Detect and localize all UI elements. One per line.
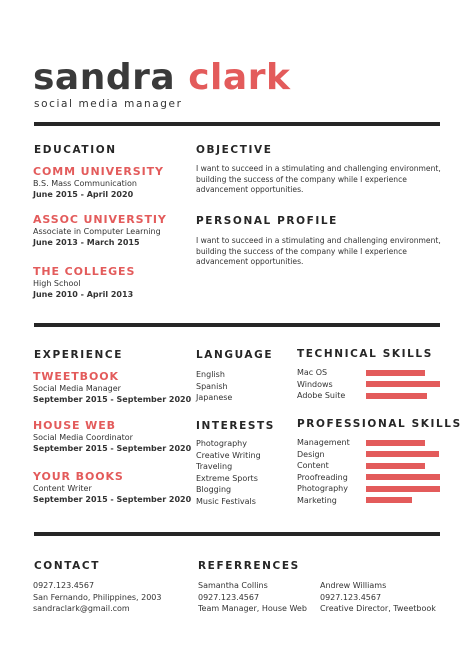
skill-level-bar <box>366 393 427 399</box>
contact-email: sandraclark@gmail.com <box>33 604 130 614</box>
degree: B.S. Mass Communication <box>33 179 137 188</box>
technical-skills-heading: TECHNICAL SKILLS <box>297 348 433 360</box>
reference-phone: 0927.123.4567 <box>320 592 382 602</box>
interest-item: Creative Writing <box>196 450 261 460</box>
reference-phone: 0927.123.4567 <box>198 592 260 602</box>
objective-line: advancement opportunities. <box>196 185 304 194</box>
skill-name: Proofreading <box>297 472 348 482</box>
profile-heading: PERSONAL PROFILE <box>196 215 338 227</box>
reference-1 <box>198 580 307 615</box>
interest-item: Music Festivals <box>196 496 256 506</box>
experience-heading: EXPERIENCE <box>34 349 123 361</box>
contact-heading: CONTACT <box>34 560 100 572</box>
reference-2 <box>320 580 436 615</box>
interest-item: Blogging <box>196 485 232 495</box>
language-heading: LANGUAGE <box>196 349 274 361</box>
skill-name: Design <box>297 449 325 459</box>
position: Social Media Manager <box>33 384 121 393</box>
language-item: English <box>196 370 225 379</box>
interests-heading: INTERESTS <box>196 420 275 432</box>
interest-item: Extreme Sports <box>196 473 258 483</box>
contact-address: San Fernando, Philippines, 2003 <box>33 592 162 602</box>
professional-skills-heading: PROFESSIONAL SKILLS <box>297 418 462 430</box>
school-name: COMM UNIVERSITY <box>33 165 164 178</box>
profile-line: advancement opportunities. <box>196 257 304 266</box>
reference-role: Team Manager, House Web <box>198 604 307 614</box>
skill-name: Mac OS <box>297 368 328 377</box>
reference-name: Andrew Williams <box>320 581 387 590</box>
technical-skills-list <box>297 367 345 402</box>
candidate-name <box>33 58 290 98</box>
profile-text <box>196 236 446 268</box>
skill-level-bar <box>366 486 440 492</box>
skill-level-bar <box>366 440 425 446</box>
skill-name: Adobe Suite <box>297 391 346 401</box>
professional-skills-list <box>297 437 350 507</box>
skill-level-bar <box>366 474 440 480</box>
language-item: Japanese <box>196 393 233 403</box>
skill-level-bar <box>366 463 425 469</box>
education-dates: June 2013 - March 2015 <box>33 238 140 247</box>
skill-level-bar <box>366 497 412 503</box>
experience-dates: September 2015 - September 2020 <box>33 495 192 504</box>
company-name: TWEETBOOK <box>33 370 119 383</box>
position: Content Writer <box>33 484 92 493</box>
skill-name: Management <box>297 438 350 447</box>
divider-bottom <box>34 532 440 536</box>
interest-item: Photography <box>196 439 247 448</box>
company-name: HOUSE WEB <box>33 419 116 432</box>
skill-level-bar <box>366 370 425 376</box>
degree: Associate in Computer Learning <box>33 227 161 236</box>
interests-list <box>196 438 261 508</box>
experience-dates: September 2015 - September 2020 <box>33 444 192 453</box>
skill-name: Marketing <box>297 495 337 505</box>
skill-level-bar <box>366 451 439 457</box>
divider-top <box>34 122 440 126</box>
school-name: THE COLLEGES <box>33 265 136 278</box>
objective-heading: OBJECTIVE <box>196 144 273 156</box>
company-name: YOUR BOOKS <box>33 470 124 483</box>
experience-dates: September 2015 - September 2020 <box>33 395 192 404</box>
interest-item: Traveling <box>196 462 233 472</box>
skill-name: Photography <box>297 484 348 494</box>
objective-line: I want to succeed in a stimulating and challenging environment, <box>196 164 441 173</box>
last-name: clark <box>188 57 291 98</box>
language-item: Spanish <box>196 381 228 391</box>
reference-name: Samantha Collins <box>198 581 268 590</box>
reference-role: Creative Director, Tweetbook <box>320 604 436 614</box>
education-dates: June 2010 - April 2013 <box>33 290 134 299</box>
degree: High School <box>33 279 81 288</box>
profile-line: building the success of the company while I experience <box>196 246 407 256</box>
skill-level-bar <box>366 381 440 387</box>
divider-middle <box>34 323 440 327</box>
contact-phone: 0927.123.4567 <box>33 581 95 590</box>
education-heading: EDUCATION <box>34 144 117 156</box>
objective-line: building the success of the company while I experience <box>196 174 407 184</box>
language-list <box>196 369 232 404</box>
school-name: ASSOC UNIVERSTIY <box>33 213 167 226</box>
skill-name: Content <box>297 461 329 471</box>
job-title: social media manager <box>34 98 183 110</box>
position: Social Media Coordinator <box>33 433 133 442</box>
skill-name: Windows <box>297 379 333 389</box>
objective-text <box>196 164 446 196</box>
first-name: sandra <box>33 57 176 98</box>
education-dates: June 2015 - April 2020 <box>33 190 134 199</box>
references-heading: REFERRENCES <box>198 560 300 572</box>
profile-line: I want to succeed in a stimulating and challenging environment, <box>196 236 441 245</box>
contact-details <box>33 580 161 615</box>
